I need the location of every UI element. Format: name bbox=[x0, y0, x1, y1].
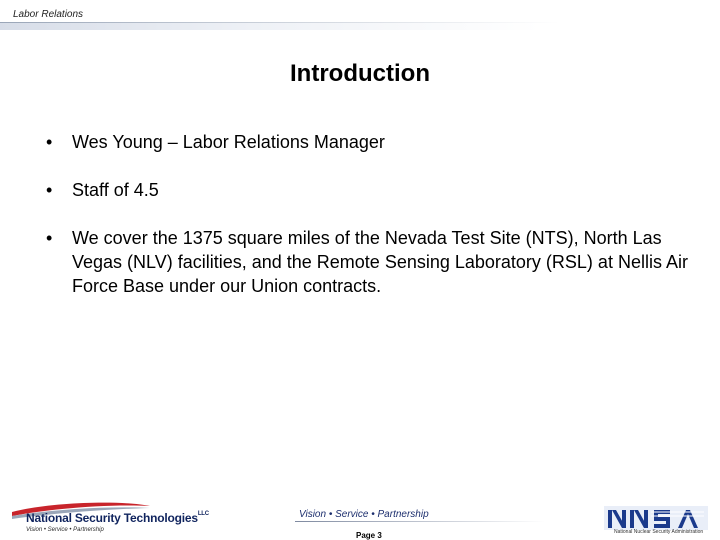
bullet-text: Staff of 4.5 bbox=[72, 180, 159, 200]
bullet-dot: • bbox=[46, 132, 53, 152]
header-band bbox=[0, 22, 720, 30]
slide-title: Introduction bbox=[290, 60, 430, 87]
bullet-text: Wes Young – Labor Relations Manager bbox=[72, 132, 385, 152]
bullet-item bbox=[46, 226, 696, 298]
bullet-item bbox=[46, 130, 696, 154]
bullet-text: We cover the 1375 square miles of the Nevada Test Site (NTS), North Las Vegas (NLV) facilities, and the Remote Sensing Laboratory (RSL) at Nellis Air Force Base under our Union contracts. bbox=[72, 228, 688, 296]
footer-tagline: Vision • Service • Partnership bbox=[299, 509, 429, 520]
header-label: Labor Relations bbox=[13, 9, 84, 20]
nnsa-logo-subtitle: National Nuclear Security Administration bbox=[614, 529, 704, 535]
bullet-dot: • bbox=[46, 180, 53, 200]
header-divider bbox=[0, 22, 560, 23]
page-number: Page 3 bbox=[356, 531, 382, 540]
bullet-dot: • bbox=[46, 228, 53, 248]
nst-logo-name: National Security Technologies$^{LLC}$ bbox=[26, 511, 209, 525]
nst-logo-subtitle: Vision • Service • Partnership bbox=[26, 527, 104, 533]
bullet-item bbox=[46, 178, 696, 202]
footer-divider bbox=[295, 521, 545, 522]
bullet-list bbox=[46, 130, 696, 322]
